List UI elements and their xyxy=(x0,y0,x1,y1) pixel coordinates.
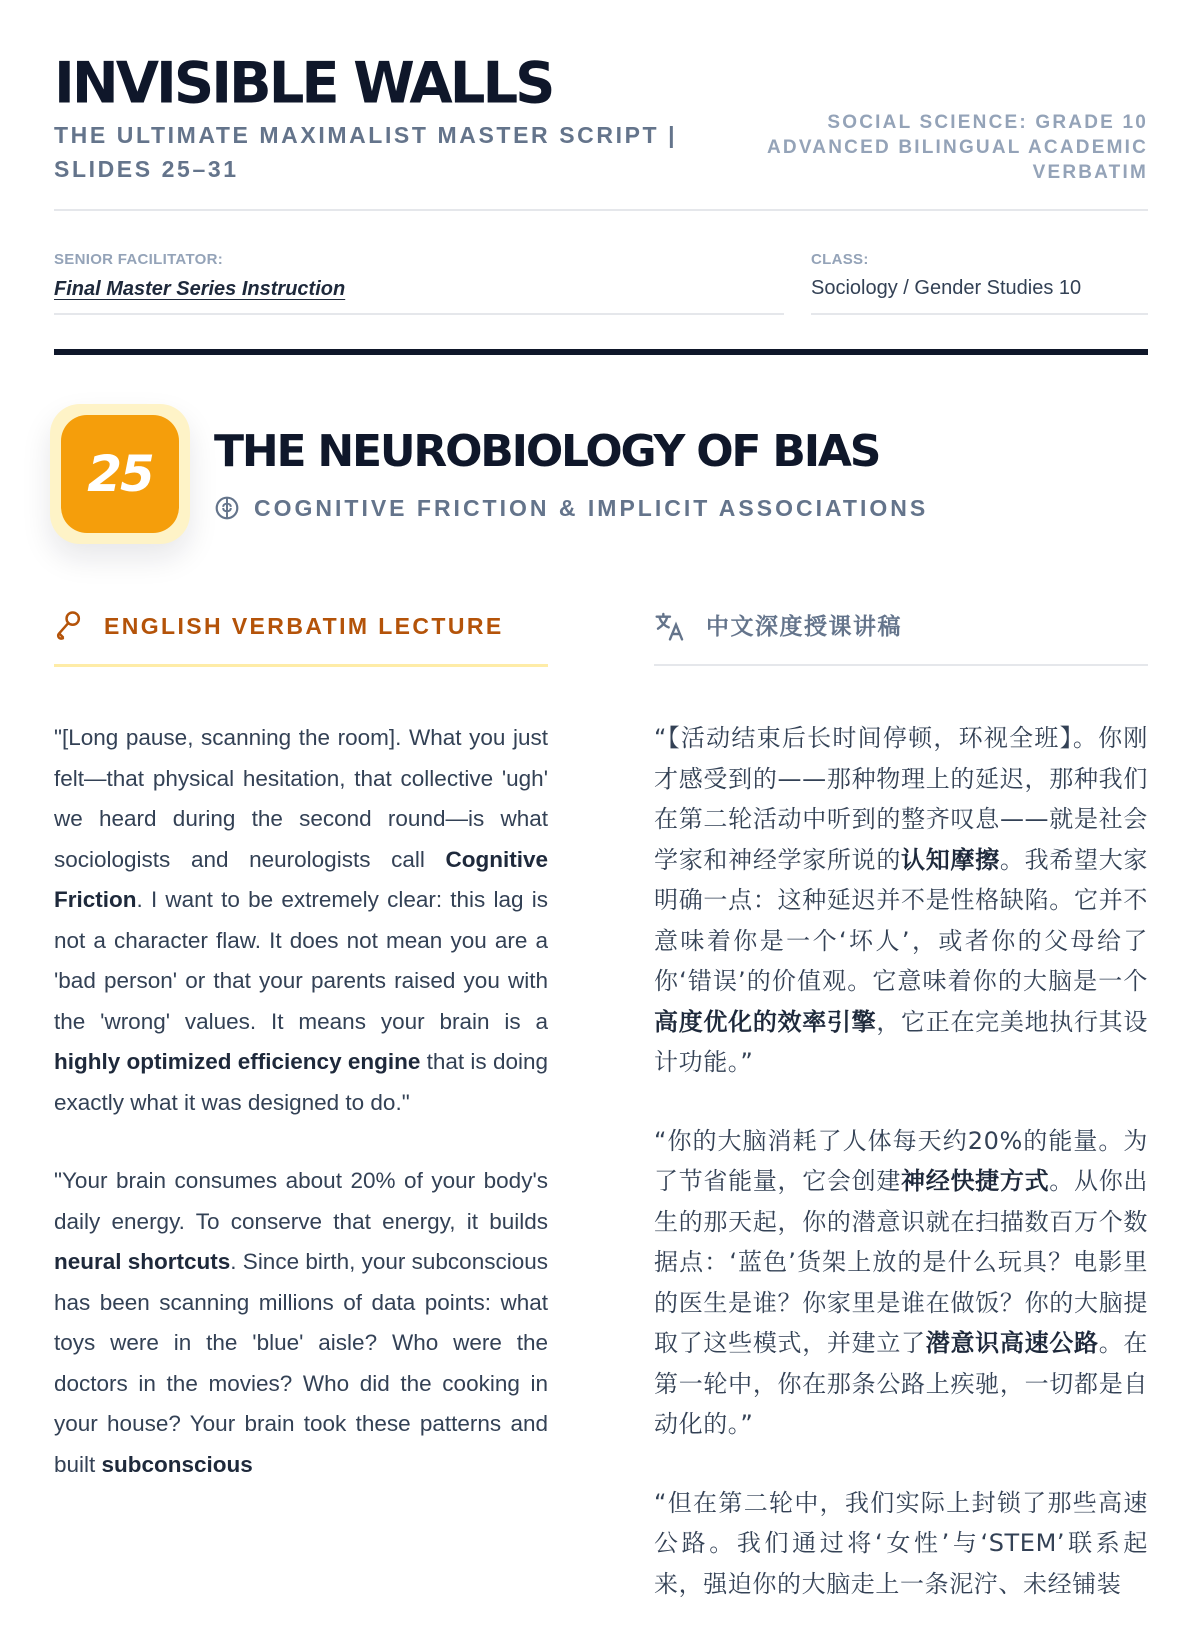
class-field[interactable]: Sociology / Gender Studies 10 xyxy=(811,277,1082,299)
facilitator-field[interactable]: Final Master Series Instruction xyxy=(54,278,346,300)
emphasis-term: subconscious xyxy=(101,1451,253,1477)
emphasis-term: Cognitive Friction xyxy=(54,846,548,912)
emphasis-term: 高度优化的效率引擎 xyxy=(654,1007,877,1036)
slide-number-badge: 25 xyxy=(61,415,179,533)
microphone-icon xyxy=(54,610,84,642)
chinese-paragraph xyxy=(654,718,1148,1083)
chinese-lecture-text xyxy=(654,718,1148,1642)
text-run: “你的大脑消耗了人体每天约20%的能量。为了节省能量，它会创建 xyxy=(654,1126,1148,1195)
header-divider xyxy=(54,209,1148,211)
emphasis-term: 认知摩擦 xyxy=(901,845,1000,874)
emphasis-term: highly optimized efficiency engine xyxy=(54,1049,421,1074)
translate-icon xyxy=(654,610,686,642)
class-label: CLASS: xyxy=(811,251,869,268)
text-run: that is doing exactly what it was designed to do." xyxy=(54,1049,548,1115)
text-run: “但在第二轮中，我们实际上封锁了那些高速公路。我们通过将‘女性’与‘STEM’联系起来，强迫你的大脑走上一条泥泞、未经铺装 xyxy=(654,1488,1148,1598)
chinese-paragraph xyxy=(654,1121,1148,1445)
text-run: 。从你出生的那天起，你的潜意识就在扫描数百万个数据点：‘蓝色’货架上放的是什么玩具？电影里的医生是谁？你家里是谁在做饭？你的大脑提取了这些模式，并建立了 xyxy=(654,1167,1148,1357)
emphasis-term: neural shortcuts xyxy=(54,1249,231,1274)
text-run: ，它正在完美地执行其设计功能。” xyxy=(654,1007,1148,1076)
document-title: INVISIBLE WALLS xyxy=(54,50,553,117)
text-run: 。在第一轮中，你在那条公路上疾驰，一切都是自动化的。” xyxy=(654,1329,1148,1438)
chinese-column-label: 中文深度授课讲稿 xyxy=(706,613,902,639)
english-column-header xyxy=(54,608,504,644)
section-subtitle: COGNITIVE FRICTION & IMPLICIT ASSOCIATIONS xyxy=(254,495,929,521)
document-subtitle: THE ULTIMATE MAXIMALIST MASTER SCRIPT | SLIDES 25–31 xyxy=(54,122,678,182)
text-run: "Your brain consumes about 20% of your body's daily energy. To conserve that energy, it builds xyxy=(54,1168,548,1234)
text-run: . Since birth, your subconscious has been scanning millions of data points: what toys were in the 'blue' aisle? Who were the doctors in the movies? Who did the cooking in your house? Your brain took these patterns and built xyxy=(54,1249,548,1477)
section-title: THE NEUROBIOLOGY OF BIAS xyxy=(214,426,880,477)
text-run: "[Long pause, scanning the room]. What you just felt—that physical hesitation, that collective 'ugh' we heard during the second round—is what sociologists and neurologists call xyxy=(54,725,548,872)
chinese-column-header xyxy=(654,608,902,644)
english-paragraph xyxy=(54,718,548,1123)
chinese-column-rule xyxy=(654,664,1148,666)
facilitator-label: SENIOR FACILITATOR: xyxy=(54,251,224,268)
text-run: . I want to be extremely clear: this lag is not a character flaw. It does not mean you are a 'bad person' or that your parents raised you with the 'wrong' values. It means your brain is a xyxy=(54,887,548,1034)
emphasis-term: 神经快捷方式 xyxy=(901,1167,1050,1195)
section-divider xyxy=(54,349,1148,355)
english-column-label: ENGLISH VERBATIM LECTURE xyxy=(104,613,504,639)
class-underline xyxy=(811,313,1148,315)
emphasis-term: 潜意识高速公路 xyxy=(925,1329,1099,1357)
brain-icon xyxy=(214,495,240,521)
course-meta: SOCIAL SCIENCE: GRADE 10 ADVANCED BILINGUAL ACADEMIC VERBATIM xyxy=(767,112,1148,183)
chinese-paragraph xyxy=(654,1483,1148,1605)
text-run: 。我希望大家明确一点：这种延迟并不是性格缺陷。它并不意味着你是一个‘坏人’，或者你的父母给了你‘错误’的价值观。它意味着你的大脑是一个 xyxy=(654,845,1148,995)
english-paragraph xyxy=(54,1161,548,1485)
english-column-rule xyxy=(54,664,548,667)
facilitator-underline xyxy=(54,313,784,315)
text-run: “【活动结束后长时间停顿，环视全班】。你刚才感受到的——那种物理上的延迟，那种我们在第二轮活动中听到的整齐叹息——就是社会学家和神经学家所说的 xyxy=(654,724,1148,874)
english-lecture-text xyxy=(54,718,548,1523)
